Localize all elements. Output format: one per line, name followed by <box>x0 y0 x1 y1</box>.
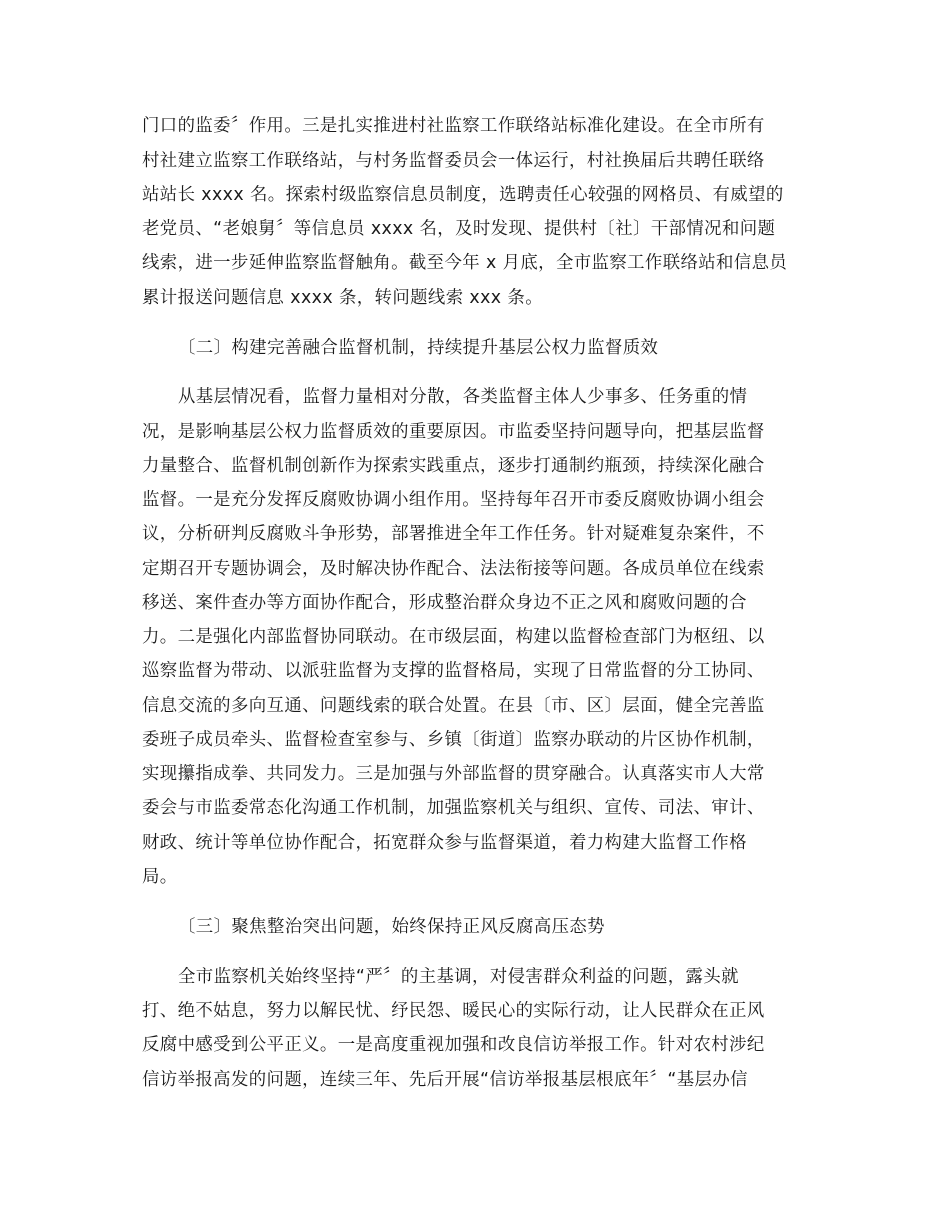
paragraph-line: 委班子成员牵头、监督检查室参与、乡镇〔街道〕监察办联动的片区协作机制， <box>142 730 765 750</box>
paragraph-line: 反腐中感受到公平正义。一是高度重视加强和改良信访举报工作。针对农村涉纪 <box>142 1035 765 1055</box>
paragraph-line: 门口的监委〞作用。三是扎实推进村社监察工作联络站标准化建设。在全市所有 <box>142 116 765 136</box>
paragraph-line: 移送、案件查办等方面协作配合，形成整治群众身边不正之风和腐败问题的合 <box>142 593 747 613</box>
paragraph-line: 财政、统计等单位协作配合，拓宽群众参与监督渠道，着力构建大监督工作格 <box>142 833 747 853</box>
paragraph-line: 力。二是强化内部监督协同联动。在市级层面，构建以监督检查部门为枢纽、以 <box>142 627 765 647</box>
section-heading: 〔二〕构建完善融合监督机制，持续提升基层公权力监督质效 <box>178 338 659 358</box>
paragraph-line: 打、绝不姑息，努力以解民忧、纾民怨、暖民心的实际行动，让人民群众在正风 <box>142 1001 765 1021</box>
paragraph-line: 委会与市监委常态化沟通工作机制，加强监察机关与组织、宣传、司法、审计、 <box>142 798 765 818</box>
paragraph-line: 全市监察机关始终坚持“严〞的主基调，对侵害群众利益的问题，露头就 <box>178 967 739 987</box>
paragraph-line: 从基层情况看，监督力量相对分散，各类监督主体人少事多、任务重的情 <box>178 387 748 407</box>
paragraph-line: 信访举报高发的问题，连续三年、先后开展“信访举报基层根底年〞“基层办信 <box>142 1070 748 1090</box>
paragraph-line: 老党员、“老娘舅〞等信息员 xxxx 名，及时发现、提供村〔社〕干部情况和问题 <box>142 219 776 239</box>
paragraph-line: 站站长 xxxx 名。探索村级监察信息员制度，选聘责任心较强的网格员、有威望的 <box>142 185 784 205</box>
paragraph-line: 线索，进一步延伸监察监督触角。截至今年 x 月底，全市监察工作联络站和信息员 <box>142 253 788 273</box>
section-heading: 〔三〕聚焦整治突出问题，始终保持正风反腐高压态势 <box>178 917 605 937</box>
paragraph-line: 累计报送问题信息 xxxx 条，转问题线索 xxx 条。 <box>142 288 543 308</box>
paragraph-line: 力量整合、监督机制创新作为探索实践重点，逐步打通制约瓶颈，持续深化融合 <box>142 456 765 476</box>
paragraph-line: 信息交流的多向互通、问题线索的联合处置。在县〔市、区〕层面，健全完善监 <box>142 696 765 716</box>
paragraph-line: 议，分析研判反腐败斗争形势，部署推进全年工作任务。针对疑难复杂案件，不 <box>142 524 765 544</box>
paragraph-line: 定期召开专题协调会，及时解决协作配合、法法衔接等问题。各成员单位在线索 <box>142 559 765 579</box>
paragraph-line: 况，是影响基层公权力监督质效的重要原因。市监委坚持问题导向，把基层监督 <box>142 422 765 442</box>
paragraph-line: 局。 <box>142 867 178 887</box>
paragraph-line: 村社建立监察工作联络站，与村务监督委员会一体运行，村社换届后共聘任联络 <box>142 151 765 171</box>
paragraph-line: 巡察监督为带动、以派驻监督为支撑的监督格局，实现了日常监督的分工协同、 <box>142 661 765 681</box>
paragraph-line: 监督。一是充分发挥反腐败协调小组作用。坚持每年召开市委反腐败协调小组会 <box>142 490 765 510</box>
paragraph-line: 实现攥指成拳、共同发力。三是加强与外部监督的贯穿融合。认真落实市人大常 <box>142 764 765 784</box>
